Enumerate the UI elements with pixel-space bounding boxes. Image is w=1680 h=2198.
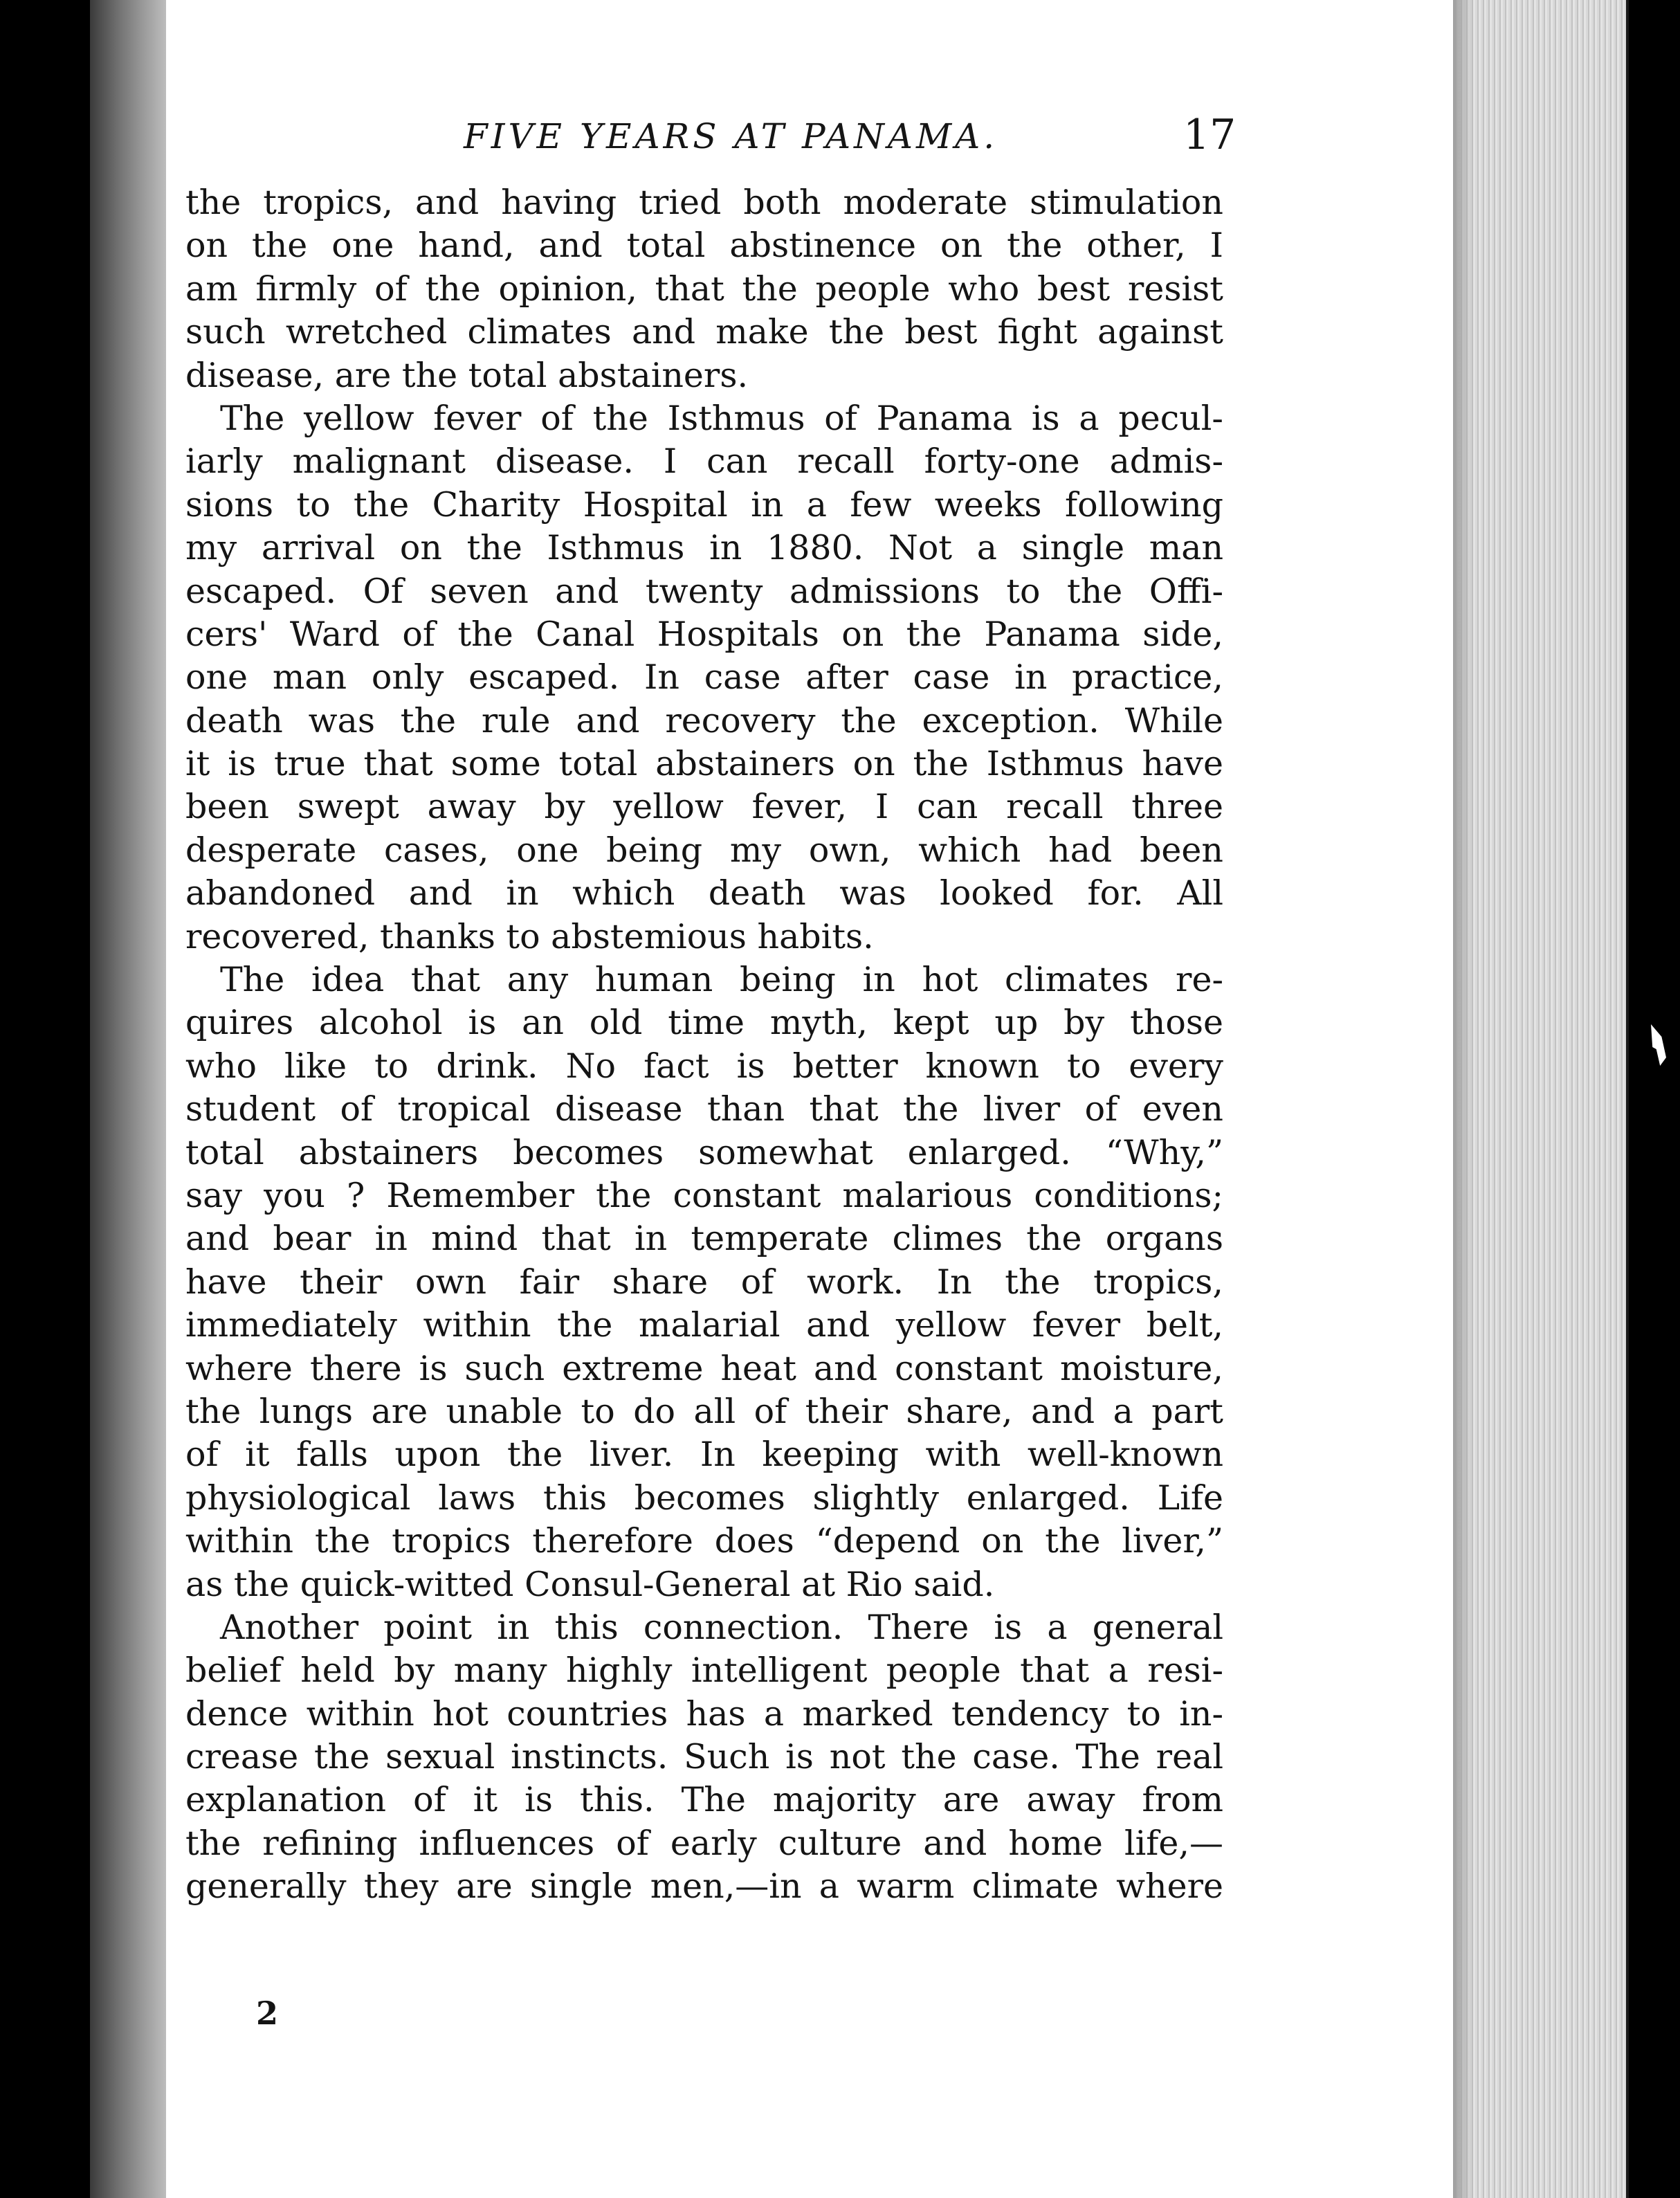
text-line: been swept away by yellow fever, I can recall three xyxy=(185,787,1223,827)
page-edges-shadow xyxy=(1453,0,1474,2198)
text-line: iarly malignant disease. I can recall forty-one admis- xyxy=(185,442,1223,482)
text-line: on the one hand, and total abstinence on the other, I xyxy=(185,226,1223,266)
edge-blemish xyxy=(1651,1024,1666,1066)
scan-border-line xyxy=(1626,0,1629,2198)
text-line: belief held by many highly intelligent people that a resi- xyxy=(185,1651,1223,1691)
page-number: 17 xyxy=(1183,111,1236,159)
text-line: disease, are the total abstainers. xyxy=(185,355,749,395)
text-line: physiological laws this becomes slightly enlarged. Life xyxy=(185,1478,1223,1518)
text-line: total abstainers becomes somewhat enlarged. “Why,” xyxy=(185,1132,1223,1172)
text-line: The idea that any human being in hot climates re- xyxy=(220,960,1223,1000)
text-line: and bear in mind that in temperate climes the organs xyxy=(185,1219,1223,1259)
text-line: have their own fair share of work. In the tropics, xyxy=(185,1262,1223,1302)
text-line: escaped. Of seven and twenty admissions to the Offi- xyxy=(185,571,1223,611)
text-line: within the tropics therefore does “depend on the liver,” xyxy=(185,1521,1223,1561)
text-line: immediately within the malarial and yellow fever belt, xyxy=(185,1305,1223,1345)
text-line: The yellow fever of the Isthmus of Panama is a pecul- xyxy=(220,398,1223,438)
text-line: desperate cases, one being my own, which had been xyxy=(185,830,1223,870)
text-line: am firmly of the opinion, that the people who best resist xyxy=(185,269,1223,309)
text-line: one man only escaped. In case after case in practice, xyxy=(185,657,1223,698)
page-edges xyxy=(1453,0,1626,2198)
text-line: explanation of it is this. The majority are away from xyxy=(185,1780,1223,1820)
text-line: Another point in this connection. There is a general xyxy=(220,1607,1223,1647)
text-line: where there is such extreme heat and constant moisture, xyxy=(185,1348,1223,1388)
text-line: as the quick-witted Consul-General at Rio said. xyxy=(185,1564,995,1604)
body-text xyxy=(185,181,1223,2008)
text-line: the tropics, and having tried both moderate stimulation xyxy=(185,183,1223,222)
text-line: such wretched climates and make the best fight against xyxy=(185,312,1223,352)
text-line: student of tropical disease than that the liver of even xyxy=(185,1089,1223,1129)
text-line: quires alcohol is an old time myth, kept up by those xyxy=(185,1003,1223,1043)
text-line: death was the rule and recovery the exception. While xyxy=(185,700,1223,741)
text-line: the lungs are unable to do all of their share, and a part xyxy=(185,1391,1223,1431)
text-line: generally they are single men,—in a warm climate where xyxy=(185,1867,1223,1907)
text-line: say you ? Remember the constant malarious conditions; xyxy=(185,1175,1223,1215)
binding-gutter xyxy=(90,0,166,2198)
text-line: it is true that some total abstainers on the Isthmus have xyxy=(185,744,1223,784)
text-line: of it falls upon the liver. In keeping with well-known xyxy=(185,1435,1223,1475)
running-head xyxy=(166,111,1453,166)
text-line: dence within hot countries has a marked tendency to in- xyxy=(185,1693,1223,1734)
running-head-title: FIVE YEARS AT PANAMA. xyxy=(464,116,998,156)
text-line: the refining influences of early culture and home life,— xyxy=(185,1823,1223,1863)
text-line: cers' Ward of the Canal Hospitals on the Panama side, xyxy=(185,614,1223,654)
text-line: recovered, thanks to abstemious habits. xyxy=(185,916,874,956)
text-line: who like to drink. No fact is better known to every xyxy=(185,1046,1223,1086)
text-line: sions to the Charity Hospital in a few weeks following xyxy=(185,484,1223,525)
text-line: my arrival on the Isthmus in 1880. Not a single man xyxy=(185,528,1223,568)
text-line: abandoned and in which death was looked for. All xyxy=(185,873,1223,914)
signature-mark: 2 xyxy=(256,1995,279,2032)
text-line: crease the sexual instincts. Such is not the case. The real xyxy=(185,1737,1223,1777)
